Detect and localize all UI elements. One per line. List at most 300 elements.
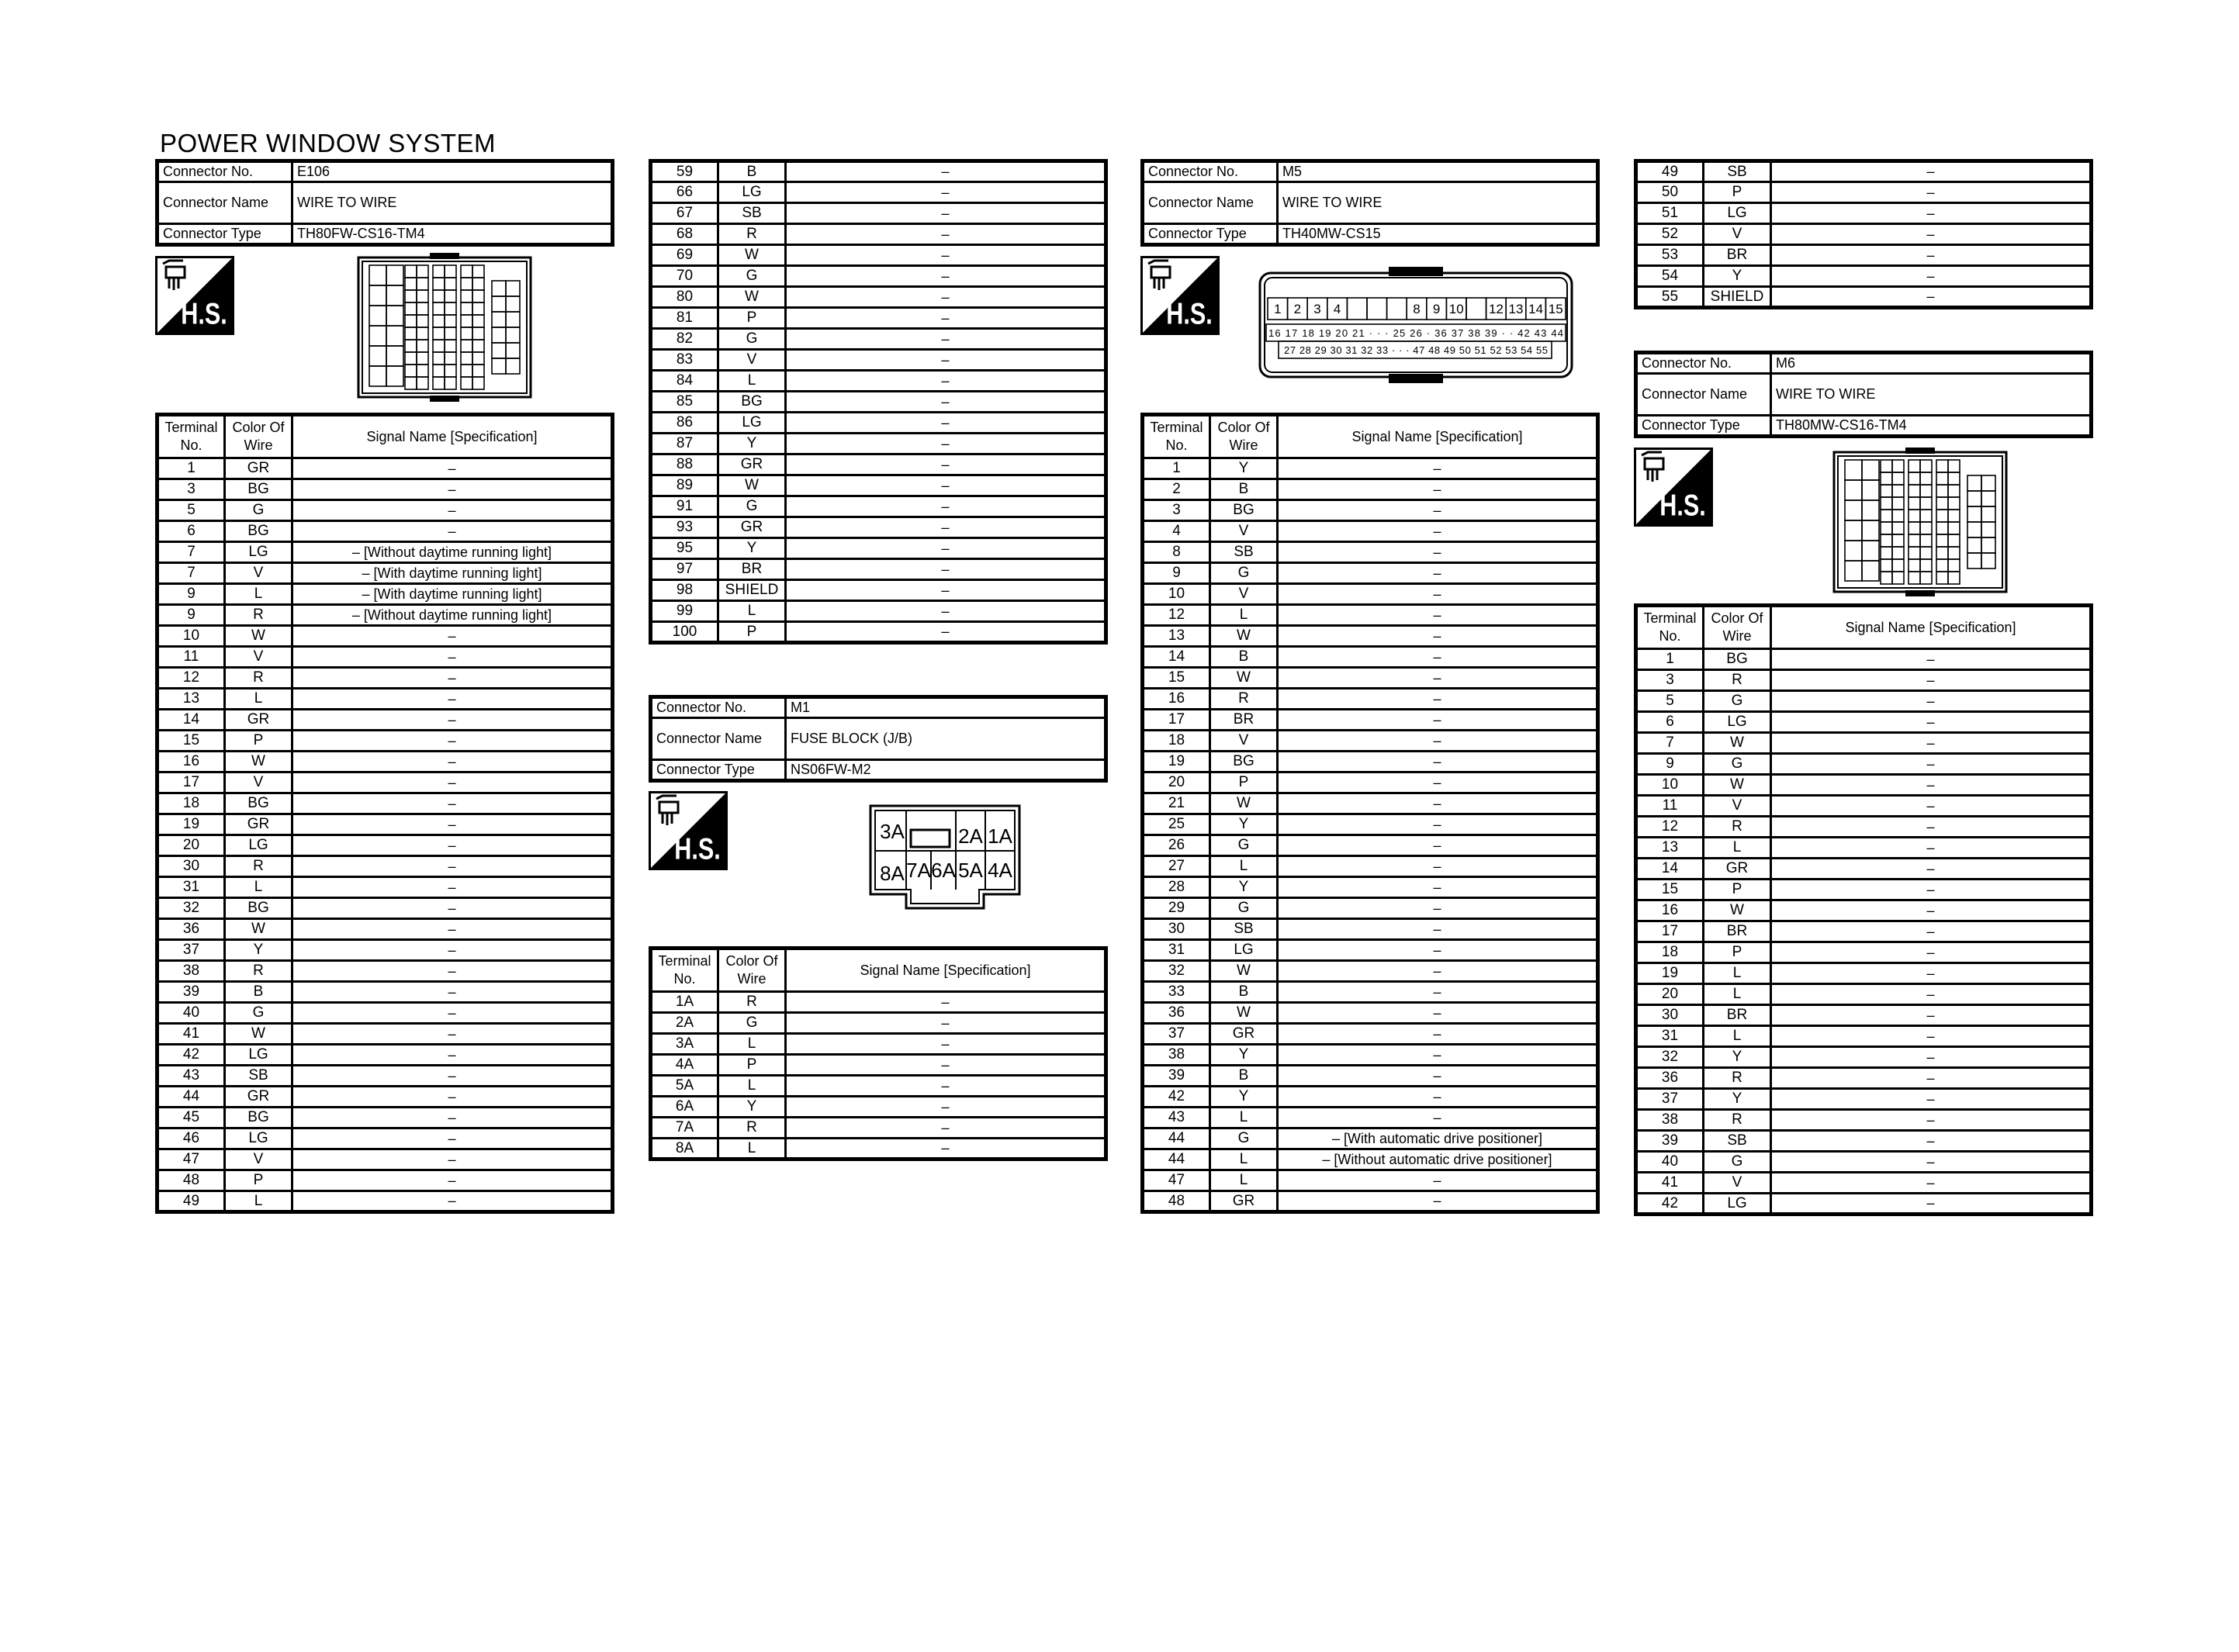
- terminal-no-cell: 27: [1143, 856, 1210, 877]
- table-row: [1636, 245, 2092, 266]
- table-row: [1636, 754, 2092, 775]
- terminal-no-cell: 20: [1636, 984, 1704, 1005]
- wire-color-cell: LG: [1704, 1194, 1771, 1215]
- wire-color-cell: SB: [225, 1066, 292, 1087]
- signal-name-cell: –: [292, 1087, 613, 1108]
- terminal-no-cell: 20: [1143, 772, 1210, 793]
- wire-color-cell: G: [225, 1003, 292, 1024]
- terminal-no-cell: 51: [1636, 203, 1704, 224]
- wire-color-cell: BG: [225, 1108, 292, 1128]
- terminal-no-cell: 45: [157, 1108, 225, 1128]
- signal-name-cell: –: [1771, 182, 2092, 203]
- table-row: [1636, 224, 2092, 245]
- table-row: [1143, 542, 1598, 563]
- table-row: [1636, 859, 2092, 880]
- wire-color-cell: W: [718, 287, 786, 308]
- signal-name-cell: –: [786, 538, 1106, 559]
- terminal-no-cell: 6A: [651, 1097, 718, 1118]
- table-row: [1143, 1087, 1598, 1108]
- m5-info-table: [1140, 159, 1600, 247]
- signal-name-cell: –: [292, 626, 613, 647]
- terminal-no-cell: 97: [651, 559, 718, 580]
- signal-name-cell: –: [1771, 1152, 2092, 1173]
- connector-type-value: TH40MW-CS15: [1278, 224, 1598, 245]
- signal-name-cell: –: [1771, 287, 2092, 308]
- hs-badge-text: H.S.: [181, 296, 227, 331]
- table-row: [1636, 1047, 2092, 1068]
- wire-color-cell: V: [718, 350, 786, 371]
- table-row: [1143, 689, 1598, 710]
- color-of-wire-header: Color Of Wire: [1210, 415, 1278, 458]
- wire-color-cell: V: [225, 772, 292, 793]
- table-row: [1636, 649, 2092, 670]
- wire-color-cell: P: [718, 1055, 786, 1076]
- signal-name-cell: –: [1278, 898, 1598, 919]
- table-row: [157, 1170, 613, 1191]
- table-row: [1143, 982, 1598, 1003]
- e106-info-table: [155, 159, 614, 247]
- wire-color-cell: Y: [225, 940, 292, 961]
- table-row: [1143, 1024, 1598, 1045]
- terminal-no-cell: 80: [651, 287, 718, 308]
- wire-color-cell: R: [225, 856, 292, 877]
- terminal-no-cell: 39: [1636, 1131, 1704, 1152]
- table-row: [651, 413, 1106, 434]
- signal-name-cell: –: [786, 308, 1106, 329]
- terminal-no-cell: 50: [1636, 182, 1704, 203]
- hs-badge-text: H.S.: [1659, 488, 1706, 523]
- wire-color-cell: L: [1704, 838, 1771, 859]
- terminal-no-cell: 7A: [651, 1118, 718, 1139]
- wire-color-cell: R: [1704, 670, 1771, 691]
- table-row: [651, 434, 1106, 454]
- hs-badge-text: H.S.: [674, 831, 721, 866]
- signal-name-cell: –: [1771, 838, 2092, 859]
- wire-color-cell: G: [718, 496, 786, 517]
- table-row: [1636, 266, 2092, 287]
- terminal-no-cell: 3: [1143, 500, 1210, 521]
- m5-connector-face-icon: [1257, 267, 1575, 383]
- signal-name-cell: –: [292, 835, 613, 856]
- table-row: [157, 1191, 613, 1212]
- m5-terminal-table-continued: [1634, 159, 2093, 309]
- terminal-no-cell: 17: [1143, 710, 1210, 731]
- wire-color-cell: W: [225, 752, 292, 772]
- table-row: [651, 371, 1106, 392]
- signal-name-cell: –: [1771, 691, 2092, 712]
- signal-name-cell: –: [1771, 161, 2092, 182]
- terminal-no-cell: 25: [1143, 814, 1210, 835]
- table-row: [157, 458, 613, 479]
- wire-color-cell: G: [1210, 563, 1278, 584]
- pin-label: 2A: [958, 824, 983, 848]
- terminal-no-cell: 5: [1636, 691, 1704, 712]
- wire-color-cell: GR: [718, 454, 786, 475]
- signal-name-cell: –: [786, 266, 1106, 287]
- signal-name-cell: –: [292, 814, 613, 835]
- wire-color-cell: L: [718, 1076, 786, 1097]
- wire-color-cell: Y: [1210, 1087, 1278, 1108]
- terminal-no-cell: 95: [651, 538, 718, 559]
- terminal-no-cell: 8A: [651, 1139, 718, 1160]
- connector-name-value: FUSE BLOCK (J/B): [786, 718, 1106, 760]
- signal-name-cell: –: [1278, 961, 1598, 982]
- wire-color-cell: R: [718, 1118, 786, 1139]
- terminal-no-cell: 100: [651, 622, 718, 643]
- table-row: [1143, 668, 1598, 689]
- wire-color-cell: B: [1210, 479, 1278, 500]
- table-row: [157, 1149, 613, 1170]
- terminal-no-cell: 1A: [651, 992, 718, 1013]
- terminal-no-cell: 13: [157, 689, 225, 710]
- table-row: [1636, 733, 2092, 754]
- signal-name-cell: –: [1278, 542, 1598, 563]
- signal-name-cell: –: [1771, 245, 2092, 266]
- terminal-no-header: Terminal No.: [157, 415, 225, 458]
- terminal-no-cell: 37: [1143, 1024, 1210, 1045]
- page-title: POWER WINDOW SYSTEM: [160, 129, 496, 157]
- wire-color-cell: W: [1210, 961, 1278, 982]
- signal-name-cell: –: [1278, 710, 1598, 731]
- terminal-no-cell: 6: [157, 521, 225, 542]
- color-of-wire-header: Color Of Wire: [718, 949, 786, 992]
- signal-name-cell: –: [786, 371, 1106, 392]
- table-row: [1143, 458, 1598, 479]
- wire-color-cell: G: [718, 1013, 786, 1034]
- wire-color-cell: W: [1704, 775, 1771, 796]
- signal-name-cell: –: [292, 731, 613, 752]
- terminal-no-cell: 4: [1143, 521, 1210, 542]
- terminal-no-cell: 14: [157, 710, 225, 731]
- wire-color-cell: G: [1704, 754, 1771, 775]
- terminal-no-cell: 36: [1143, 1003, 1210, 1024]
- wire-color-cell: BG: [1210, 752, 1278, 772]
- table-row: [651, 308, 1106, 329]
- wire-color-cell: B: [1210, 982, 1278, 1003]
- connector-no-label: Connector No.: [157, 161, 292, 182]
- table-row: [157, 1128, 613, 1149]
- pin-label: 13: [1508, 302, 1524, 316]
- terminal-no-cell: 9: [157, 605, 225, 626]
- color-of-wire-header: Color Of Wire: [225, 415, 292, 458]
- table-row: [1143, 877, 1598, 898]
- signal-name-header: Signal Name [Specification]: [786, 949, 1106, 992]
- connector-type-value: NS06FW-M2: [786, 760, 1106, 781]
- signal-name-cell: –: [292, 1128, 613, 1149]
- table-row: [1636, 182, 2092, 203]
- wire-color-cell: Y: [1704, 266, 1771, 287]
- terminal-no-cell: 89: [651, 475, 718, 496]
- signal-name-cell: –: [1771, 1005, 2092, 1026]
- terminal-no-cell: 52: [1636, 224, 1704, 245]
- wire-color-cell: G: [718, 266, 786, 287]
- terminal-no-cell: 7: [157, 563, 225, 584]
- signal-name-cell: –: [1278, 752, 1598, 772]
- terminal-no-cell: 86: [651, 413, 718, 434]
- signal-name-cell: –: [1771, 1173, 2092, 1194]
- terminal-no-cell: 2A: [651, 1013, 718, 1034]
- terminal-no-cell: 40: [1636, 1152, 1704, 1173]
- table-row: [157, 563, 613, 584]
- signal-name-cell: –: [1771, 670, 2092, 691]
- table-row: [1143, 521, 1598, 542]
- terminal-no-cell: 91: [651, 496, 718, 517]
- wire-color-cell: GR: [718, 517, 786, 538]
- table-row: [651, 1034, 1106, 1055]
- signal-name-cell: –: [1771, 984, 2092, 1005]
- signal-name-cell: –: [1278, 458, 1598, 479]
- terminal-no-cell: 36: [1636, 1068, 1704, 1089]
- wire-color-cell: R: [225, 668, 292, 689]
- terminal-no-cell: 48: [157, 1170, 225, 1191]
- wire-color-cell: V: [1210, 521, 1278, 542]
- signal-name-cell: –: [1771, 859, 2092, 880]
- table-row: [1636, 287, 2092, 308]
- table-row: [1143, 793, 1598, 814]
- signal-name-cell: –: [292, 940, 613, 961]
- table-row: [1636, 900, 2092, 921]
- table-row: [1636, 1110, 2092, 1131]
- terminal-no-cell: 39: [1143, 1066, 1210, 1087]
- table-row: [1636, 984, 2092, 1005]
- terminal-no-cell: 43: [157, 1066, 225, 1087]
- terminal-no-cell: 7: [1636, 733, 1704, 754]
- table-row: [651, 475, 1106, 496]
- table-row: [651, 496, 1106, 517]
- connector-name-label: Connector Name: [651, 718, 786, 760]
- table-row: [157, 877, 613, 898]
- terminal-no-cell: 18: [157, 793, 225, 814]
- terminal-no-cell: 42: [1636, 1194, 1704, 1215]
- table-row: [157, 500, 613, 521]
- terminal-no-cell: 1: [157, 458, 225, 479]
- table-row: [1636, 963, 2092, 984]
- wire-color-cell: LG: [225, 835, 292, 856]
- wire-color-cell: BR: [1210, 710, 1278, 731]
- table-row: [1636, 775, 2092, 796]
- table-row: [1636, 1152, 2092, 1173]
- terminal-no-cell: 4A: [651, 1055, 718, 1076]
- table-row: [157, 542, 613, 563]
- pin-label: 3: [1313, 302, 1321, 316]
- wire-color-cell: V: [1704, 224, 1771, 245]
- wire-color-cell: R: [1704, 1068, 1771, 1089]
- signal-name-cell: –: [1771, 1047, 2092, 1068]
- signal-name-cell: –: [1278, 731, 1598, 752]
- color-of-wire-header: Color Of Wire: [1704, 606, 1771, 649]
- signal-name-cell: –: [292, 479, 613, 500]
- signal-name-cell: –: [1278, 1191, 1598, 1212]
- wire-color-cell: L: [1210, 856, 1278, 877]
- terminal-no-cell: 39: [157, 982, 225, 1003]
- wire-color-cell: L: [1210, 1149, 1278, 1170]
- signal-name-cell: –: [1771, 817, 2092, 838]
- table-row: [1143, 647, 1598, 668]
- pin-label: 1: [1274, 302, 1282, 316]
- wire-color-cell: V: [225, 647, 292, 668]
- table-row: [651, 1139, 1106, 1160]
- terminal-no-cell: 85: [651, 392, 718, 413]
- wire-color-cell: R: [1704, 1110, 1771, 1131]
- wire-color-cell: BG: [225, 793, 292, 814]
- table-row: [651, 266, 1106, 287]
- terminal-no-cell: 12: [1636, 817, 1704, 838]
- wire-color-cell: B: [718, 161, 786, 182]
- terminal-no-cell: 21: [1143, 793, 1210, 814]
- wire-color-cell: BR: [1704, 921, 1771, 942]
- table-row: [651, 1013, 1106, 1034]
- terminal-no-cell: 15: [157, 731, 225, 752]
- table-row: [651, 203, 1106, 224]
- signal-name-cell: –: [1771, 1131, 2092, 1152]
- table-row: [157, 689, 613, 710]
- table-row: [651, 182, 1106, 203]
- wire-color-cell: V: [1210, 584, 1278, 605]
- table-row: [157, 919, 613, 940]
- terminal-no-cell: 1: [1143, 458, 1210, 479]
- table-row: [157, 835, 613, 856]
- terminal-no-cell: 13: [1143, 626, 1210, 647]
- signal-name-cell: –: [786, 517, 1106, 538]
- signal-name-cell: –: [786, 182, 1106, 203]
- wire-color-cell: R: [225, 961, 292, 982]
- terminal-no-cell: 12: [157, 668, 225, 689]
- table-row: [1143, 710, 1598, 731]
- connector-name-label: Connector Name: [157, 182, 292, 224]
- wire-color-cell: Y: [1210, 458, 1278, 479]
- wire-color-cell: BG: [225, 898, 292, 919]
- table-row: [157, 961, 613, 982]
- terminal-no-cell: 32: [1143, 961, 1210, 982]
- connector-type-value: TH80MW-CS16-TM4: [1771, 416, 2092, 437]
- wire-color-cell: W: [1210, 793, 1278, 814]
- wire-color-cell: Y: [718, 1097, 786, 1118]
- wire-color-cell: W: [1704, 900, 1771, 921]
- signal-name-cell: –: [1278, 814, 1598, 835]
- terminal-no-cell: 17: [1636, 921, 1704, 942]
- signal-name-cell: –: [1771, 224, 2092, 245]
- table-row: [1636, 670, 2092, 691]
- wire-color-cell: V: [1210, 731, 1278, 752]
- wire-color-cell: SB: [1704, 1131, 1771, 1152]
- m1-connector-face-icon: [867, 803, 1023, 911]
- signal-name-cell: –: [1771, 266, 2092, 287]
- terminal-no-cell: 49: [157, 1191, 225, 1212]
- terminal-no-cell: 32: [1636, 1047, 1704, 1068]
- signal-name-cell: –: [1278, 1087, 1598, 1108]
- terminal-no-cell: 31: [157, 877, 225, 898]
- signal-name-cell: –: [1278, 1045, 1598, 1066]
- wire-color-cell: SHIELD: [718, 580, 786, 601]
- terminal-no-cell: 32: [157, 898, 225, 919]
- wire-color-cell: LG: [1704, 203, 1771, 224]
- hs-icon: [649, 791, 728, 870]
- table-row: [157, 731, 613, 752]
- signal-name-cell: –: [786, 475, 1106, 496]
- wire-color-cell: P: [225, 731, 292, 752]
- table-row: [651, 1076, 1106, 1097]
- table-row: [651, 161, 1106, 182]
- wire-color-cell: BG: [225, 521, 292, 542]
- table-row: [1143, 1128, 1598, 1149]
- signal-name-cell: –: [786, 413, 1106, 434]
- terminal-no-cell: 9: [1636, 754, 1704, 775]
- signal-name-cell: –: [1771, 1194, 2092, 1215]
- wire-color-cell: GR: [225, 814, 292, 835]
- pin-label: 15: [1548, 302, 1563, 316]
- pin-label: 5A: [958, 859, 983, 882]
- signal-name-cell: –: [1278, 1108, 1598, 1128]
- m6-connector-face-icon: [1831, 448, 2009, 596]
- wire-color-cell: L: [1210, 1170, 1278, 1191]
- signal-name-cell: –: [292, 1003, 613, 1024]
- terminal-no-cell: 16: [157, 752, 225, 772]
- terminal-no-cell: 2: [1143, 479, 1210, 500]
- terminal-no-cell: 44: [1143, 1149, 1210, 1170]
- hs-icon: [155, 256, 234, 335]
- wire-color-cell: W: [1210, 626, 1278, 647]
- hs-icon: [1140, 256, 1220, 335]
- connector-no-label: Connector No.: [651, 697, 786, 718]
- hs-badge-text: H.S.: [1166, 296, 1213, 331]
- signal-name-cell: –: [1278, 1066, 1598, 1087]
- terminal-no-cell: 14: [1143, 647, 1210, 668]
- terminal-no-cell: 12: [1143, 605, 1210, 626]
- table-row: [651, 245, 1106, 266]
- wire-color-cell: R: [225, 605, 292, 626]
- table-row: [651, 1097, 1106, 1118]
- wire-color-cell: BG: [1210, 500, 1278, 521]
- terminal-no-cell: 43: [1143, 1108, 1210, 1128]
- signal-name-cell: – [Without daytime running light]: [292, 605, 613, 626]
- table-row: [157, 940, 613, 961]
- wire-color-cell: Y: [718, 434, 786, 454]
- wire-color-cell: R: [718, 224, 786, 245]
- wire-color-cell: W: [1210, 668, 1278, 689]
- e106-terminal-table: [155, 413, 614, 1214]
- signal-name-cell: –: [786, 245, 1106, 266]
- signal-name-cell: –: [292, 1191, 613, 1212]
- wire-color-cell: L: [718, 1034, 786, 1055]
- terminal-no-cell: 69: [651, 245, 718, 266]
- signal-name-cell: –: [786, 1139, 1106, 1160]
- terminal-no-cell: 19: [157, 814, 225, 835]
- terminal-no-cell: 70: [651, 266, 718, 287]
- signal-name-cell: –: [1278, 1170, 1598, 1191]
- wire-color-cell: G: [1704, 691, 1771, 712]
- connector-type-label: Connector Type: [1143, 224, 1278, 245]
- pin-label: 9: [1432, 302, 1441, 316]
- connector-name-value: WIRE TO WIRE: [292, 182, 613, 224]
- terminal-no-cell: 6: [1636, 712, 1704, 733]
- table-row: [157, 1024, 613, 1045]
- terminal-no-cell: 41: [157, 1024, 225, 1045]
- m5-bottom-pin-row: 27 28 29 30 31 32 33 · · · 47 48 49 50 51 52 53 54 55: [1284, 344, 1548, 356]
- wire-color-cell: LG: [225, 1045, 292, 1066]
- terminal-no-cell: 16: [1143, 689, 1210, 710]
- signal-name-cell: –: [292, 1170, 613, 1191]
- signal-name-cell: –: [786, 287, 1106, 308]
- signal-name-cell: –: [1771, 1110, 2092, 1131]
- signal-name-cell: –: [292, 919, 613, 940]
- wire-color-cell: V: [1704, 1173, 1771, 1194]
- signal-name-header: Signal Name [Specification]: [1771, 606, 2092, 649]
- pin-label: 3A: [880, 820, 905, 843]
- signal-name-cell: – [With daytime running light]: [292, 563, 613, 584]
- signal-name-cell: –: [1771, 880, 2092, 900]
- signal-name-cell: –: [292, 961, 613, 982]
- table-row: [651, 622, 1106, 643]
